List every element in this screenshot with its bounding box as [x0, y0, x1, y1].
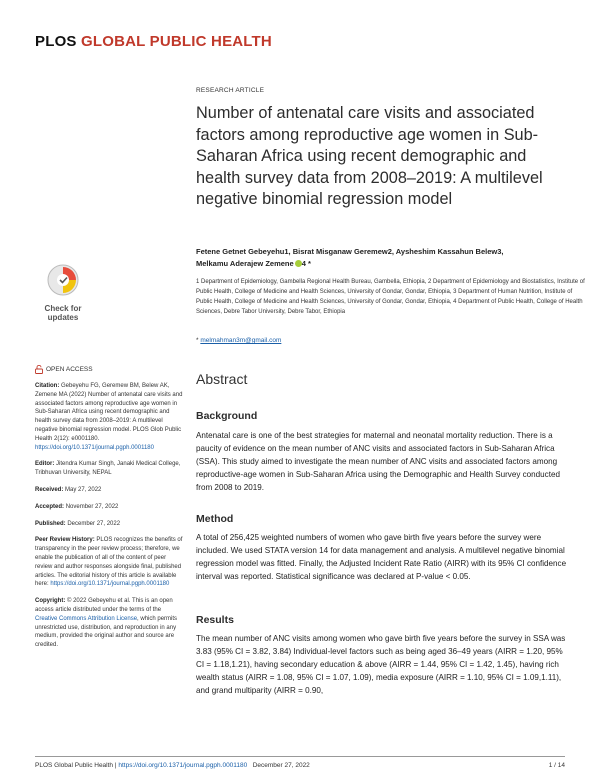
footer-separator: |	[114, 762, 117, 769]
author-list	[196, 246, 586, 270]
citation-doi-link[interactable]: https://doi.org/10.1371/journal.pgph.0001180	[35, 444, 154, 451]
editor-block	[35, 460, 183, 478]
check-updates-label: Check for updates	[44, 304, 82, 322]
author-name: Melkamu Aderajew Zemene	[196, 258, 294, 268]
page-footer	[35, 762, 310, 769]
journal-prefix: PLOS	[35, 33, 77, 50]
received-label: Received:	[35, 486, 64, 493]
peer-review-block	[35, 536, 183, 589]
license-link[interactable]: Creative Commons Attribution License	[35, 615, 138, 622]
results-heading: Results	[196, 614, 234, 626]
copyright-text-1: © 2022 Gebeyehu et al. This is an open access article distributed under the terms of the	[35, 598, 173, 613]
abstract-heading: Abstract	[196, 371, 248, 387]
published-date: December 27, 2022	[67, 520, 121, 527]
open-access-badge	[35, 365, 93, 374]
citation-label: Citation:	[35, 383, 60, 389]
journal-name: GLOBAL PUBLIC HEALTH	[81, 33, 272, 50]
open-lock-icon	[35, 365, 43, 374]
results-paragraph: The mean number of ANC visits among women who gave birth five years before the survey in SSA was 3.83 (95% CI = 3.82, 3.84) Individual-level factors such as being aged 36–49 years (AIRR = 1.20, 95% CI = 1.18,1.21), having secondary education & above (AIRR = 1.44, 95% CI = 1.42, 1.45), having rich wealth status (AIRR = 1.08, 95% CI = 1.07, 1.09), media exposure (AIRR = 1.10, 95% CI = 1.09,1.11), and grand multiparity (AIRR = 0.90,	[196, 634, 566, 696]
background-heading: Background	[196, 410, 258, 422]
editor-text: Jitendra Kumar Singh, Janaki Medical College, Tribhuvan University, NEPAL	[35, 461, 181, 477]
authors-line-1: Fetene Getnet Gebeyehu1, Bisrat Misganaw Geremew2, Aysheshim Kassahun Belew3,	[196, 247, 504, 256]
method-paragraph: A total of 256,425 weighted numbers of women who gave birth five years before the survey were included. We used STATA version 14 for data management and analysis. A multilevel negative binomial regression model was fitted. Finally, the Adjusted Incident Rate Ratio (AIRR) with its 95% CI confidence interval was reported. Statistical significance was declared at P-value < 0.05.	[196, 533, 567, 582]
email-marker: *	[196, 337, 199, 344]
author-suffix: 4 *	[301, 258, 311, 268]
footer-journal: PLOS Global Public Health	[35, 762, 114, 769]
check-for-updates[interactable]	[37, 263, 89, 323]
method-heading: Method	[196, 513, 234, 525]
corresponding-email	[196, 337, 281, 344]
peer-review-link[interactable]: https://doi.org/10.1371/journal.pgph.0001180	[50, 581, 170, 588]
check-updates-icon	[45, 263, 81, 297]
received-date: May 27, 2022	[65, 486, 102, 493]
peer-review-label: Peer Review History:	[35, 537, 95, 544]
citation-text: Gebeyehu FG, Geremew BM, Belew AK, Zemene MA (2022) Number of antenatal care visits and associated factors among reproductive age women in Sub-Saharan Africa using recent demographic and health survey data from 2008–2019: A multilevel negative binomial regression model. PLOS Glob Public Health 2(12): e0001180.	[35, 383, 183, 442]
background-paragraph: Antenatal care is one of the best strategies for maternal and neonatal mortality reduction. There is a paucity of evidence on the mean number of ANC visits and associated factors in Sub-Saharan Africa (SSA). This study aimed to investigate the mean number of ANC visits and associated factors among reproductive-age women in Sub-Saharan Africa using the Demographic and Health Survey conducted from 2008 to 2019.	[196, 431, 560, 493]
journal-brand	[35, 33, 272, 50]
editor-label: Editor:	[35, 461, 55, 468]
footer-doi-link[interactable]: https://doi.org/10.1371/journal.pgph.0001180	[118, 762, 248, 769]
footer-divider	[35, 756, 565, 757]
accepted-label: Accepted:	[35, 503, 65, 510]
email-link[interactable]: melmahman3m@gmail.com	[200, 337, 282, 344]
peer-review-text: PLOS recognizes the benefits of transparency in the peer review process; therefore, we enable the publication of all of the content of peer review and author responses alongside final, published articles. The editorial history of this article is available here:	[35, 537, 183, 588]
received-block	[35, 486, 183, 495]
published-label: Published:	[35, 520, 66, 527]
published-block	[35, 520, 183, 529]
accepted-block	[35, 503, 183, 512]
citation-block	[35, 382, 183, 452]
copyright-label: Copyright:	[35, 598, 66, 605]
article-sidebar	[35, 382, 183, 658]
authors-line-2	[196, 258, 586, 270]
copyright-block	[35, 597, 183, 650]
copyright-text-2: , which permits unrestricted use, distribution, and reproduction in any medium, provided the original author and source are credited.	[35, 615, 178, 649]
page-number: 1 / 14	[548, 762, 565, 769]
article-type: RESEARCH ARTICLE	[196, 87, 265, 94]
footer-date: December 27, 2022	[252, 762, 310, 769]
article-title: Number of antenatal care visits and associated factors among reproductive age women in Sub-Saharan Africa using recent demographic and health survey data from 2008–2019: A multilevel negative binomial regression model	[196, 104, 543, 208]
open-access-label: OPEN ACCESS	[46, 366, 93, 373]
orcid-icon[interactable]	[295, 260, 302, 267]
affiliations: 1 Department of Epidemiology, Gambella Regional Health Bureau, Gambella, Ethiopia, 2 Department of Epidemiology and Biostatistics, Institute of Public Health, College of Medicine and Health Sciences, University of Gondar, Gondar, Ethiopia, 3 Department of Human Nutrition, Institute of Public Health, College of Medicine and Health Sciences, University of Gondar, Gondar, Ethiopia, 4 Department of Public Health, College of Health Sciences, Debre Tabor University, Debre Tabor, Ethiopia	[196, 279, 585, 315]
accepted-date: November 27, 2022	[65, 503, 119, 510]
